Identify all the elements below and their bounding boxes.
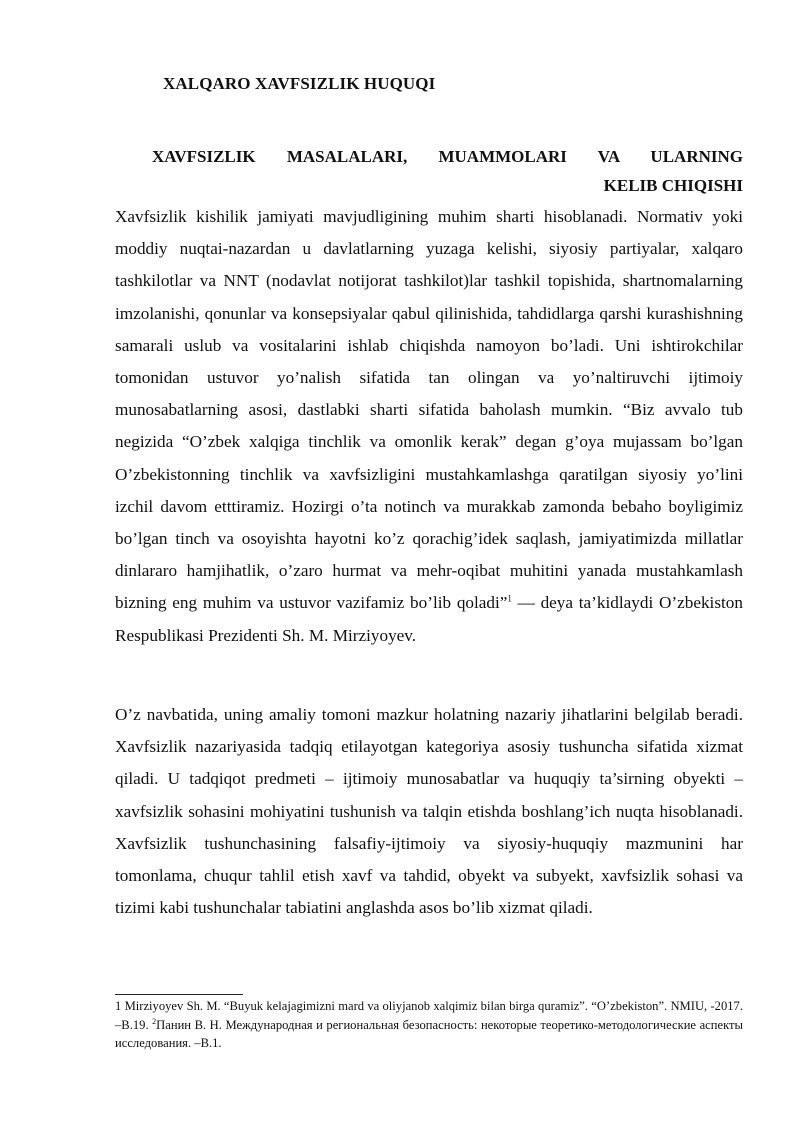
paragraph-1-text-end: — deya ta’kidlaydi O’zbekiston Respublikasi Prezidenti Sh. M. Mirziyoyev. <box>115 593 743 645</box>
paragraph-2: O’z navbatida, uning amaliy tomoni mazkur holatning nazariy jihatlarini belgilab beradi. Xavfsizlik nazariyasida tadqiq etilayotgan kategoriya asosiy tushuncha sifatida xizmat qiladi. U tadqiqot predmeti – ijtimoiy munosabatlar va huquqiy ta’sirning obyekti – xavfsizlik sohasini mohiyatini tushunish va talqin etishda boshlang’ich nuqta hisoblanadi. Xavfsizlik tushunchasining falsafiy-ijtimoiy va siyosiy-huquqiy mazmunini har tomonlama, chuqur tahlil etish xavf va tahdid, obyekt va subyekt, xavfsizlik sohasi va tizimi kabi tushunchalar tabiatini anglashda asos bo’lib xizmat qiladi. <box>115 705 743 918</box>
footnotes <box>115 997 743 1053</box>
footnote-1: 1 Mirziyoyev Sh. M. “Buyuk kelajagimizni mard va oliyjanob xalqimiz bilan birga quramiz”. “O’zbekiston”. NMIU, -2017. –B.19. <box>115 999 743 1032</box>
footnote-2-marker: 2 <box>152 1016 157 1026</box>
document-title: XALQARO XAVFSIZLIK HUQUQI <box>163 74 436 93</box>
section-title-line2: KELIB CHIQISHI <box>603 176 743 195</box>
paragraph-1-text: Xavfsizlik kishilik jamiyati mavjudligining muhim sharti hisoblanadi. Normativ yoki moddiy nuqtai-nazardan u davlatlarning yuzaga kelishi, siyosiy partiyalar, xalqaro tashkilotlar va NNT (nodavlat notijorat tashkilot)lar tashkil topishida, shartnomalarning imzolanishi, qonunlar va konsepsiyalar qabul qilinishida, tahdidlarga qarshi kurashishning samarali uslub va vositalarini ishlab chiqishda namoyon bo’ladi. Uni ishtirokchilar tomonidan ustuvor yo’nalish sifatida tan olingan va yo’naltiruvchi ijtimoiy munosabatlarning asosi, dastlabki sharti sifatida baholash mumkin. “Biz avvalo tub negizida “O’zbek xalqiga tinchlik va omonlik kerak” degan g’oya mujassam bo’lgan O’zbekistonning tinchlik va xavfsizligini mustahkamlashga qaratilgan siyosiy yo’lini izchil davom etttiramiz. Hozirgi o’ta notinch va murakkab zamonda bebaho boyligimiz bo’lgan tinch va osoyishta hayotni ko’z qorachig’idek saqlash, jamiyatimizda millatlar dinlararo hamjihatlik, o’zaro hurmat va mehr-oqibat muhitini yanada mustahkamlash bizning eng muhim va ustuvor vazifamiz bo’lib qoladi” <box>115 207 743 613</box>
footnote-separator <box>115 994 243 995</box>
paragraph-1 <box>115 201 743 652</box>
footnote-2: Панин В. Н. Международная и региональная безопасность: некоторые теоретико-методологические аспекты исследования. –B.1. <box>115 1017 743 1050</box>
footnote-reference[interactable]: 1 <box>507 593 512 604</box>
section-title <box>152 142 743 200</box>
section-title-line1: XAVFSIZLIK MASALALARI, MUAMMOLARI VA ULARNING <box>152 147 743 166</box>
